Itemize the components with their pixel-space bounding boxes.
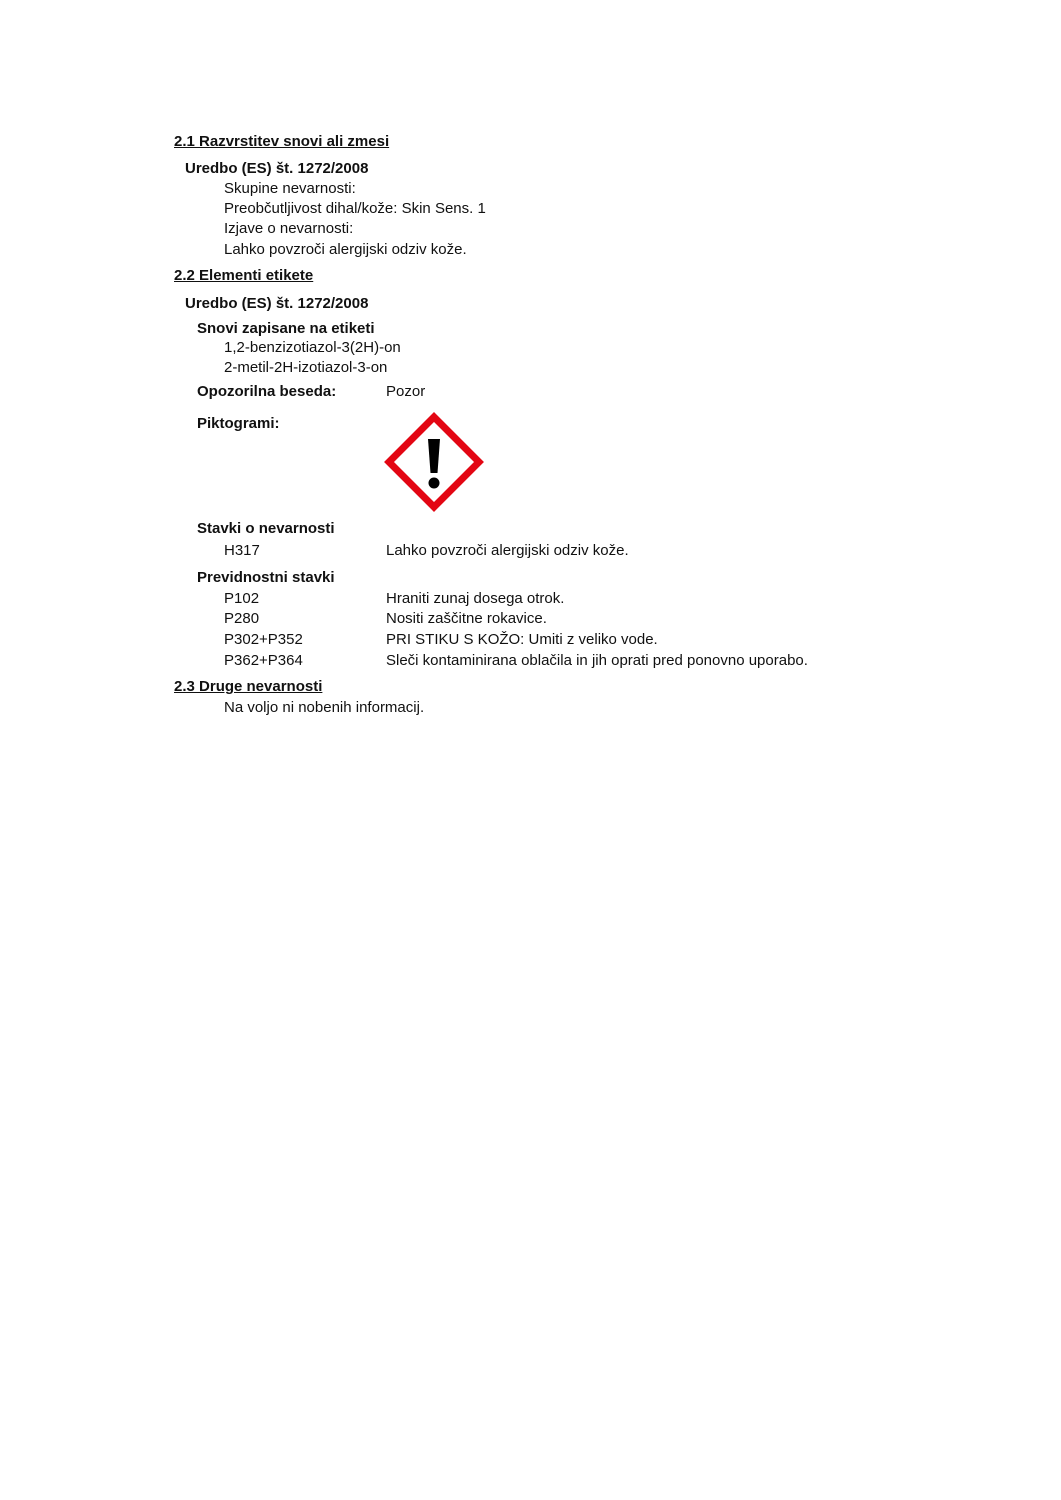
substance-item: 1,2-benzizotiazol-3(2H)-on <box>224 339 401 356</box>
exclamation-mark-hazard-icon <box>384 412 484 512</box>
hazard-code: H317 <box>224 542 260 559</box>
section-2-3-heading: 2.3 Druge nevarnosti <box>174 678 323 695</box>
signal-word-label: Opozorilna beseda: <box>197 383 337 400</box>
precautionary-text: Hraniti zunaj dosega otrok. <box>386 590 565 607</box>
precautionary-label: Previdnostni stavki <box>197 569 335 586</box>
substance-item: 2-metil-2H-izotiazol-3-on <box>224 359 388 376</box>
precautionary-code: P302+P352 <box>224 631 303 648</box>
signal-word: Pozor <box>386 383 426 400</box>
hazard-statements-label-2-1: Izjave o nevarnosti: <box>224 220 354 237</box>
hazard-statements-label: Stavki o nevarnosti <box>197 520 335 537</box>
substances-label: Snovi zapisane na etiketi <box>197 320 375 337</box>
hazard-text: Lahko povzroči alergijski odziv kože. <box>386 542 629 559</box>
precautionary-text: PRI STIKU S KOŽO: Umiti z veliko vode. <box>386 631 658 648</box>
hazard-classes-label: Skupine nevarnosti: <box>224 180 356 197</box>
section-2-1-heading: 2.1 Razvrstitev snovi ali zmesi <box>174 133 390 150</box>
hazard-statement-2-1: Lahko povzroči alergijski odziv kože. <box>224 241 467 258</box>
other-hazards-text: Na voljo ni nobenih informacij. <box>224 699 425 716</box>
hazard-class: Preobčutljivost dihal/kože: Skin Sens. 1 <box>224 200 486 217</box>
precautionary-code: P102 <box>224 590 260 607</box>
precautionary-text: Nositi zaščitne rokavice. <box>386 610 547 627</box>
pictograms-label: Piktogrami: <box>197 415 280 432</box>
section-2-1-regulation: Uredbo (ES) št. 1272/2008 <box>185 160 369 177</box>
section-2-2-regulation: Uredbo (ES) št. 1272/2008 <box>185 295 369 312</box>
precautionary-text: Sleči kontaminirana oblačila in jih oprati pred ponovno uporabo. <box>386 652 808 669</box>
precautionary-code: P362+P364 <box>224 652 303 669</box>
precautionary-code: P280 <box>224 610 260 627</box>
section-2-2-heading: 2.2 Elementi etikete <box>174 267 314 284</box>
